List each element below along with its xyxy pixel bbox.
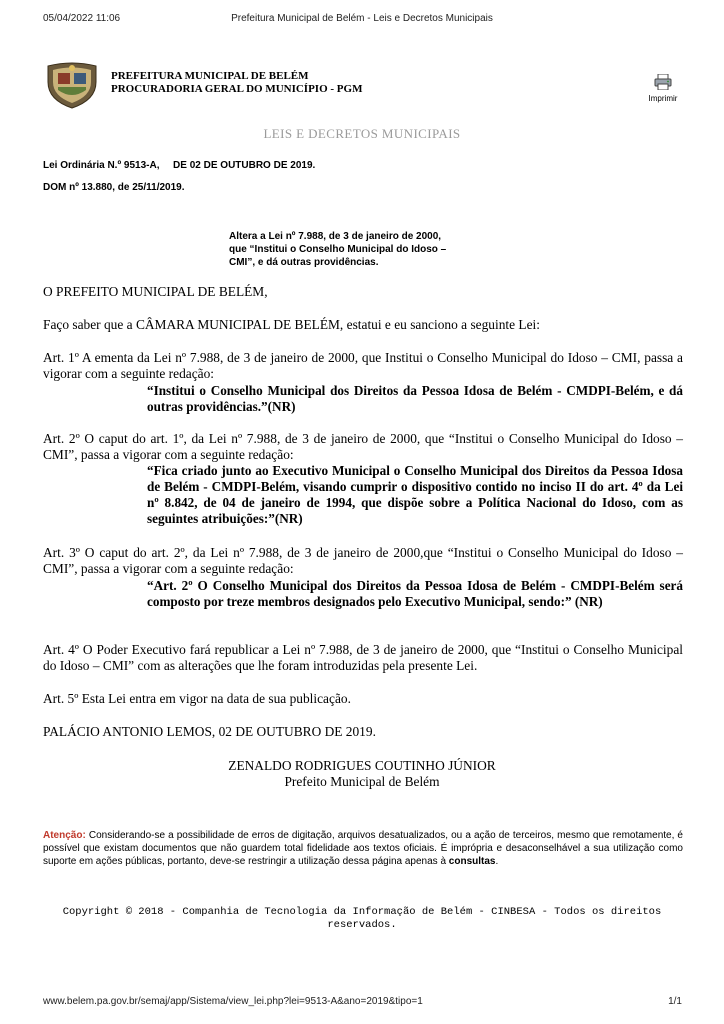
law-title: Lei Ordinária N.º 9513-A,	[43, 160, 160, 171]
signer-role: Prefeito Municipal de Belém	[284, 774, 440, 789]
article-3-quote: “Art. 2º O Conselho Municipal dos Direitos da Pessoa Idosa de Belém - CMDPI-Belém será composto por treze membros designados pelo Executivo Municipal, sendo:” (NR)	[147, 578, 683, 609]
article-1: Art. 1º A ementa da Lei nº 7.988, de 3 de janeiro de 2000, que Institui o Conselho Municipal do Idoso – CMI, passa a vigorar com a seguinte redação:	[43, 350, 683, 381]
disclaimer-text: Considerando-se a possibilidade de erros de digitação, arquivos desatualizados, ou a ação de terceiros, mesmo que remotamente, é possível que existam documentos que não guardem total fidelidade aos textos oficiais. É imprópria e desaconselhável a sua utilização como suporte em ações públicas, portanto, deve-se restringir a utilização dessa página apenas à	[43, 830, 683, 867]
article-4: Art. 4º O Poder Executivo fará republicar a Lei nº 7.988, de 3 de janeiro de 2000, que “Institui o Conselho Municipal do Idoso – CMI” com as alterações que lhe foram introduzidas pela presente Lei.	[43, 642, 683, 673]
disclaimer-end: .	[495, 856, 499, 867]
print-url: www.belem.pa.gov.br/semaj/app/Sistema/view_lei.php?lei=9513-A&ano=2019&tipo=1	[43, 996, 423, 1007]
copyright: Copyright © 2018 - Companhia de Tecnologia da Informação de Belém - CINBESA - Todos os direitos reservados.	[62, 906, 662, 931]
opening-line: O PREFEITO MUNICIPAL DE BELÉM,	[43, 284, 268, 299]
enactment-clause: Faço saber que a CÂMARA MUNICIPAL DE BELÉM, estatui e eu sanciono a seguinte Lei:	[43, 317, 540, 332]
print-page-title: Prefeitura Municipal de Belém - Leis e Decretos Municipais	[231, 13, 493, 24]
summary-line: CMI”, e dá outras providências.	[229, 257, 379, 268]
law-summary	[229, 230, 489, 269]
article-2-quote: “Fica criado junto ao Executivo Municipal o Conselho Municipal dos Direitos da Pessoa Idosa de Belém - CMDPI-Belém, visando cumprir o dispositivo contido no inciso II do art. 4º da Lei nº 8.842, de 04 de janeiro de 1994, que dispõe sobre a Política Nacional do Idoso, com as seguintes atribuições:”(NR)	[147, 463, 683, 526]
printer-icon	[654, 74, 672, 90]
summary-line: que “Institui o Conselho Municipal do Idoso –	[229, 244, 447, 255]
disclaimer-notice	[43, 829, 683, 868]
article-3: Art. 3º O caput do art. 2º, da Lei nº 7.988, de 3 de janeiro de 2000,que “Institui o Conselho Municipal do Idoso – CMI”, passa a vigorar com a seguinte redação:	[43, 545, 683, 576]
article-5: Art. 5º Esta Lei entra em vigor na data de sua publicação.	[43, 691, 351, 706]
print-page-number: 1/1	[668, 996, 682, 1007]
law-date: DE 02 DE OUTUBRO DE 2019.	[173, 160, 316, 171]
signer-name: ZENALDO RODRIGUES COUTINHO JÚNIOR	[228, 758, 496, 773]
place-and-date: PALÁCIO ANTONIO LEMOS, 02 DE OUTUBRO DE 2019.	[43, 724, 376, 739]
print-button-label: Imprimir	[648, 94, 678, 103]
print-button[interactable]	[645, 74, 681, 103]
print-datetime: 05/04/2022 11:06	[43, 13, 121, 24]
dom-reference: DOM nº 13.880, de 25/11/2019.	[43, 182, 185, 193]
attention-label: Atenção:	[43, 830, 86, 841]
organization-header	[111, 70, 362, 96]
article-1-quote: “Institui o Conselho Municipal dos Direitos da Pessoa Idosa de Belém - CMDPI-Belém, e dá outras providências.”(NR)	[147, 383, 683, 414]
section-title: LEIS E DECRETOS MUNICIPAIS	[263, 126, 461, 141]
coat-of-arms-icon	[44, 60, 100, 110]
org-line-pgm: PROCURADORIA GERAL DO MUNICÍPIO - PGM	[111, 83, 363, 95]
article-2: Art. 2º O caput do art. 1º, da Lei nº 7.988, de 3 de janeiro de 2000, que “Institui o Conselho Municipal do Idoso – CMI”, passa a vigorar com a seguinte redação:	[43, 431, 683, 462]
disclaimer-emphasis: consultas	[448, 856, 496, 867]
summary-line: Altera a Lei nº 7.988, de 3 de janeiro de 2000,	[229, 231, 442, 242]
law-identification	[43, 160, 315, 171]
city-coat-of-arms	[44, 60, 100, 110]
org-line-prefeitura: PREFEITURA MUNICIPAL DE BELÉM	[111, 70, 309, 82]
